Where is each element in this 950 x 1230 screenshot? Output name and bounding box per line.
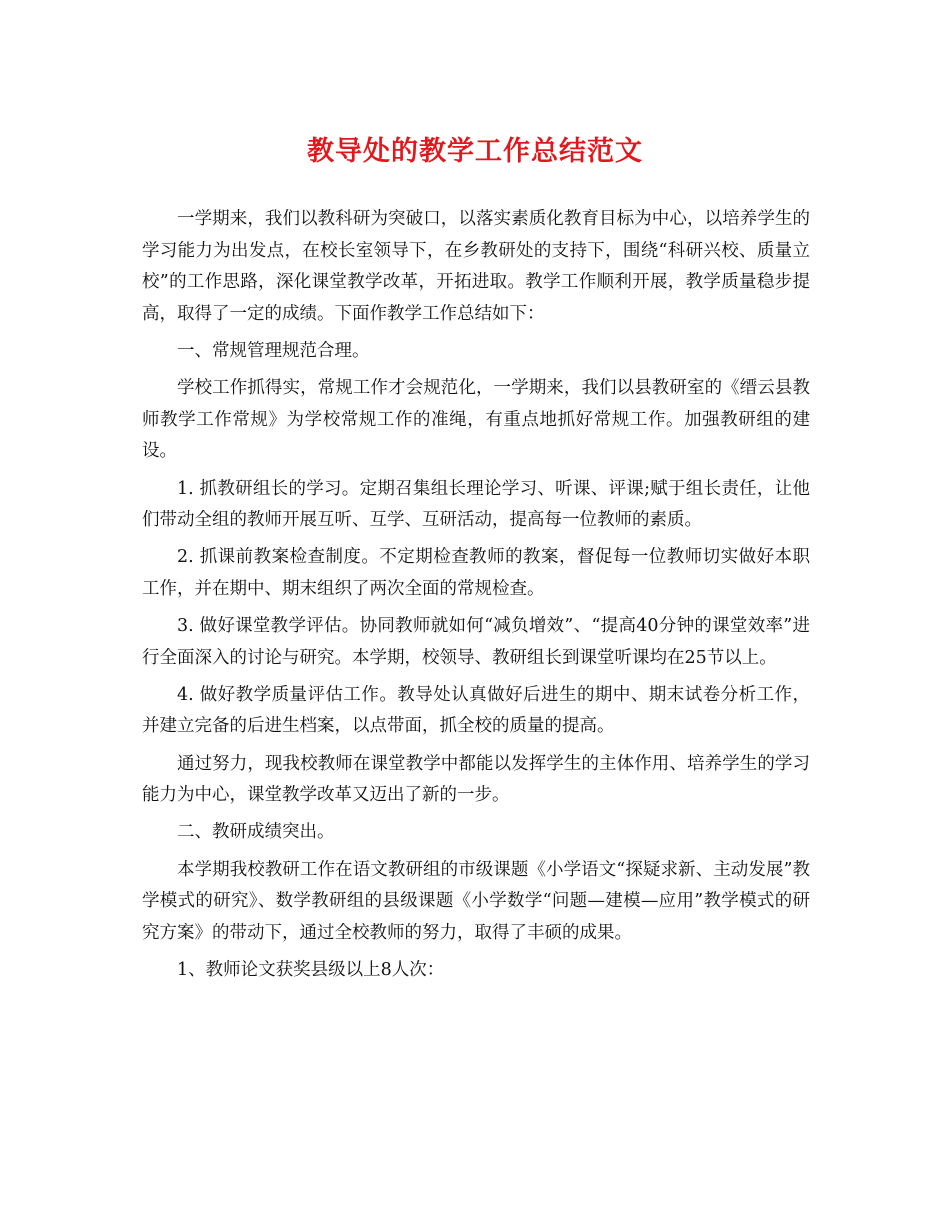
section-heading-research: 二、教研成绩突出。	[177, 822, 335, 843]
paragraph-routine-work: 学校工作抓得实，常规工作才会规范化，一学期来，我们以县教研室的《缙云县教师教学工作常规》为学校常规工作的准绳，有重点地抓好常规工作。加强教研组的建设。	[142, 378, 810, 462]
paragraph-intro: 一学期来，我们以教科研为突破口，以落实素质化教育目标为中心，以培养学生的学习能力为出发点，在校长室领导下，在乡教研处的支持下，围绕“科研兴校、质量立校”的工作思路，深化课堂教学改革，开拓进取。教学工作顺利开展，教学质量稳步提高，取得了一定的成绩。下面作教学工作总结如下：	[142, 209, 810, 324]
list-item-4: 4. 做好教学质量评估工作。教导处认真做好后进生的期中、期末试卷分析工作，并建立完备的后进生档案，以点带面，抓全校的质量的提高。	[142, 684, 810, 737]
list-item-3: 3. 做好课堂教学评估。协同教师就如何“减负增效”、“提高40分钟的课堂效率”进行全面深入的讨论与研究。本学期，校领导、教研组长到课堂听课均在25节以上。	[142, 616, 810, 668]
list-item-papers: 1、教师论文获奖县级以上8人次：	[177, 960, 445, 980]
paragraph-research: 本学期我校教研工作在语文教研组的市级课题《小学语文“探疑求新、主动发展”教学模式的研究》、数学教研组的县级课题《小学数学“问题—建模—应用”教学模式的研究方案》的带动下，通过全校教师的努力，取得了丰硕的成果。	[142, 859, 810, 943]
paragraph-progress: 通过努力，现我校教师在课堂教学中都能以发挥学生的主体作用、培养学生的学习能力为中心，课堂教学改革又迈出了新的一步。	[142, 753, 810, 806]
document-body	[142, 204, 810, 992]
list-item-1: 1. 抓教研组长的学习。定期召集组长理论学习、听课、评课;赋于组长责任，让他们带动全组的教师开展互听、互学、互研活动，提高每一位教师的素质。	[142, 478, 810, 531]
section-heading-routine-management: 一、常规管理规范合理。	[177, 340, 370, 361]
document-title: 教导处的教学工作总结范文	[307, 136, 643, 167]
list-item-2: 2. 抓课前教案检查制度。不定期检查教师的教案，督促每一位教师切实做好本职工作，并在期中、期末组织了两次全面的常规检查。	[142, 547, 810, 599]
